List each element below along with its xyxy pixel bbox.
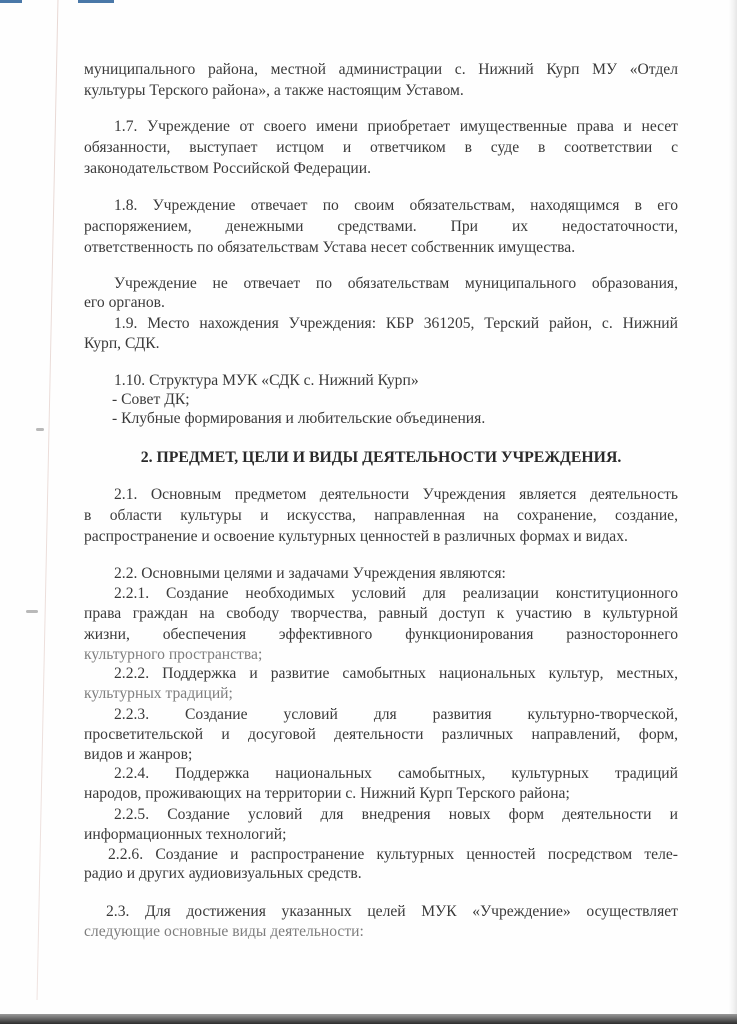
section-heading: 2. ПРЕДМЕТ, ЦЕЛИ И ВИДЫ ДЕЯТЕЛЬНОСТИ УЧРЕЖДЕНИЯ.: [140, 449, 622, 466]
text-line: культурного пространства;: [84, 646, 263, 663]
text-line: следующие основные виды деятельности:: [84, 923, 364, 940]
page-fold-line: [37, 0, 59, 1000]
page-edge-right: [728, 0, 737, 1024]
text-line: ответственность по обязательствам Устава несет собственник имущества.: [84, 239, 576, 256]
text-line: законодательством Российской Федерации.: [84, 160, 371, 177]
text-line: обязанности, выступает истцом и ответчиком в суде в соответствии с: [84, 139, 678, 156]
clause-1-7: 1.7. Учреждение от своего имени приобретает имущественные права и несет: [114, 118, 678, 135]
text-line: радио и других аудиовизуальных средств.: [84, 865, 362, 882]
text-line: права граждан на свободу творчества, равный доступ к участию в культурной: [84, 605, 678, 622]
text-line: Курп, СДК.: [84, 335, 160, 352]
clause-2-2-2: 2.2.2. Поддержка и развитие самобытных национальных культур, местных,: [114, 665, 678, 682]
scan-speck: [26, 610, 38, 613]
text-line: народов, проживающих на территории с. Нижний Курп Терского района;: [84, 785, 570, 802]
text-line: муниципального района, местной администрации с. Нижний Курп МУ «Отдел: [84, 61, 678, 78]
structure-item: - Совет ДК;: [112, 391, 190, 408]
clause-1-10: 1.10. Структура МУК «СДК с. Нижний Курп»: [114, 372, 419, 389]
text-line: культурных традиций;: [84, 685, 233, 702]
scan-artifact: [78, 0, 114, 3]
clause-2-3: 2.3. Для достижения указанных целей МУК «Учреждение» осуществляет: [106, 903, 678, 920]
clause-2-2: 2.2. Основными целями и задачами Учреждения являются:: [114, 565, 506, 582]
scan-artifact: [0, 0, 22, 3]
clause-2-1: 2.1. Основным предметом деятельности Учреждения является деятельность: [114, 486, 678, 503]
text-line: распоряжением, денежными средствами. При их недостаточности,: [84, 218, 678, 235]
structure-item: - Клубные формирования и любительские объединения.: [112, 410, 486, 427]
clause-2-2-6: 2.2.6. Создание и распространение культурных ценностей посредством теле-: [108, 846, 678, 863]
clause-1-8: 1.8. Учреждение отвечает по своим обязательствам, находящимся в его: [114, 197, 678, 214]
text-line: жизни, обеспечения эффективного функционирования разностороннего: [84, 626, 678, 643]
text-line: культуры Терского района», а также настоящим Уставом.: [84, 82, 464, 99]
clause-2-2-1: 2.2.1. Создание необходимых условий для реализации конституционного: [114, 585, 678, 602]
text-line: распространение и освоение культурных ценностей в различных формах и видах.: [84, 528, 628, 545]
text-line: информационных технологий;: [84, 826, 287, 843]
text-line: в области культуры и искусства, направленная на сохранение, создание,: [84, 507, 678, 524]
clause-2-2-4: 2.2.4. Поддержка национальных самобытных, культурных традиций: [114, 765, 678, 782]
text-line: видов и жанров;: [84, 746, 193, 763]
page-edge-bottom: [0, 1014, 737, 1024]
clause-2-2-5: 2.2.5. Создание условий для внедрения новых форм деятельности и: [114, 806, 678, 823]
text-line: его органов.: [84, 294, 165, 311]
text-line: просветительской и досуговой деятельности различных направлений, форм,: [84, 726, 678, 743]
clause-2-2-3: 2.2.3. Создание условий для развития культурно-творческой,: [114, 706, 678, 723]
scan-speck: [36, 428, 44, 431]
clause-1-9: 1.9. Место нахождения Учреждения: КБР 361205, Терский район, с. Нижний: [114, 315, 678, 332]
liability-paragraph: Учреждение не отвечает по обязательствам муниципального образования,: [114, 275, 678, 292]
